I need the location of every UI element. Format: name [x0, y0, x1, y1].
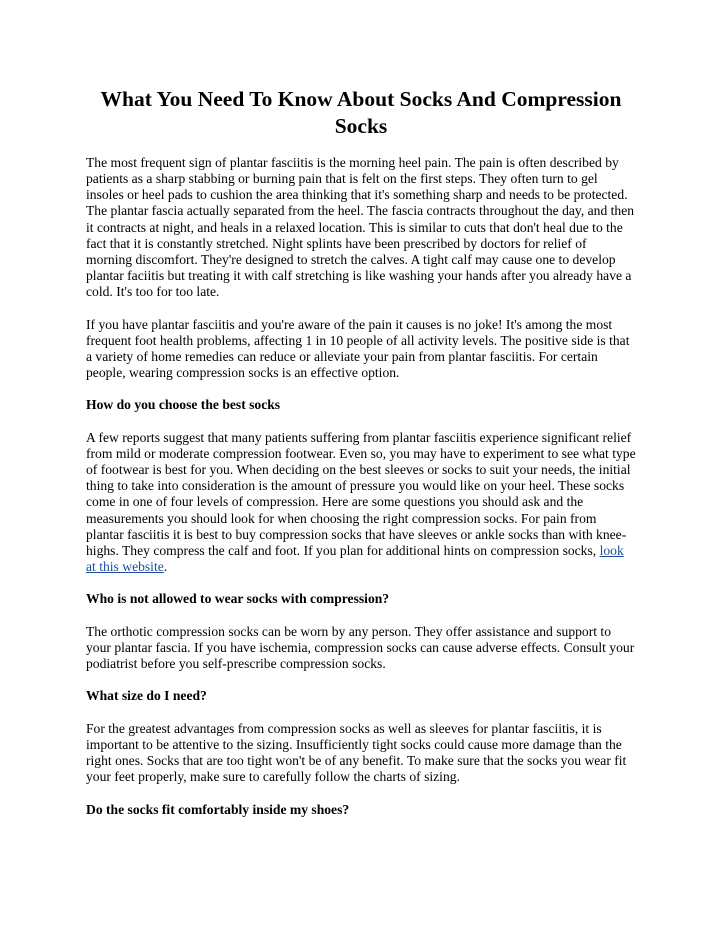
paragraph-intro: The most frequent sign of plantar fasciitis is the morning heel pain. The pain is often described by patients as a sharp stabbing or burning pain that is felt on the first steps. They often turn to gel insoles or heel pads to cushion the area thinking that it's something sharp and needs to be protected. The plantar fascia actually separated from the heel. The fascia contracts throughout the day, and then it contracts at night, and heals in a relaxed location. This is similar to cuts that don't heal due to the fact that it is constantly stretched. Night splints have been prescribed by doctors for relief of morning discomfort. They're designed to stretch the calves. A tight calf may cause one to develop plantar faciitis but treating it with calf stretching is like washing your hands after you already have a cold. It's too for too late.	[86, 155, 635, 300]
heading-who-not-allowed: Who is not allowed to wear socks with compression?	[86, 591, 390, 607]
paragraph-plantar-fasciitis: If you have plantar fasciitis and you're aware of the pain it causes is no joke! It's among the most frequent foot health problems, affecting 1 in 10 people of all activity levels. The positive side is that a variety of home remedies can reduce or alleviate your pain from plantar fasciitis. For certain people, wearing compression socks is an effective option.	[86, 316, 630, 381]
heading-choose-socks: How do you choose the best socks	[86, 397, 281, 413]
paragraph-choose-socks-end: .	[163, 559, 168, 574]
document-page	[86, 86, 636, 834]
heading-what-size: What size do I need?	[86, 688, 207, 704]
paragraph-what-size: For the greatest advantages from compression socks as well as sleeves for plantar fasciitis, it is important to be attentive to the sizing. Insufficiently tight socks could cause more damage than the right ones. Socks that are too tight won't be of any benefit. To make sure that the socks you wear fit your feet properly, make sure to carefully follow the charts of sizing.	[86, 720, 627, 785]
paragraph-choose-socks	[86, 430, 636, 575]
website-link[interactable]: look at this website	[86, 542, 624, 574]
document-title: What You Need To Know About Socks And Compression Socks	[100, 87, 622, 138]
heading-fit-in-shoes: Do the socks fit comfortably inside my shoes?	[86, 801, 350, 817]
paragraph-who-not-allowed: The orthotic compression socks can be worn by any person. They offer assistance and support to your plantar fascia. If you have ischemia, compression socks can cause adverse effects. Consult your podiatrist before you self-prescribe compression socks.	[86, 623, 635, 671]
paragraph-choose-socks-text: A few reports suggest that many patients suffering from plantar fasciitis experience significant relief from mild or moderate compression footwear. Even so, you may have to experiment to see what type of footwear is best for you. When deciding on the best sleeves or socks to suit your needs, the initial thing to take into consideration is the amount of pressure you would like on your heel. These socks come in one of four levels of compression. Here are some questions you should ask and the measurements you should look for when choosing the right compression socks. For pain from plantar fasciitis it is best to buy compression socks that have sleeves or ankle socks than with knee-highs. They compress the calf and foot. If you plan for additional hints on compression socks,	[86, 429, 636, 558]
